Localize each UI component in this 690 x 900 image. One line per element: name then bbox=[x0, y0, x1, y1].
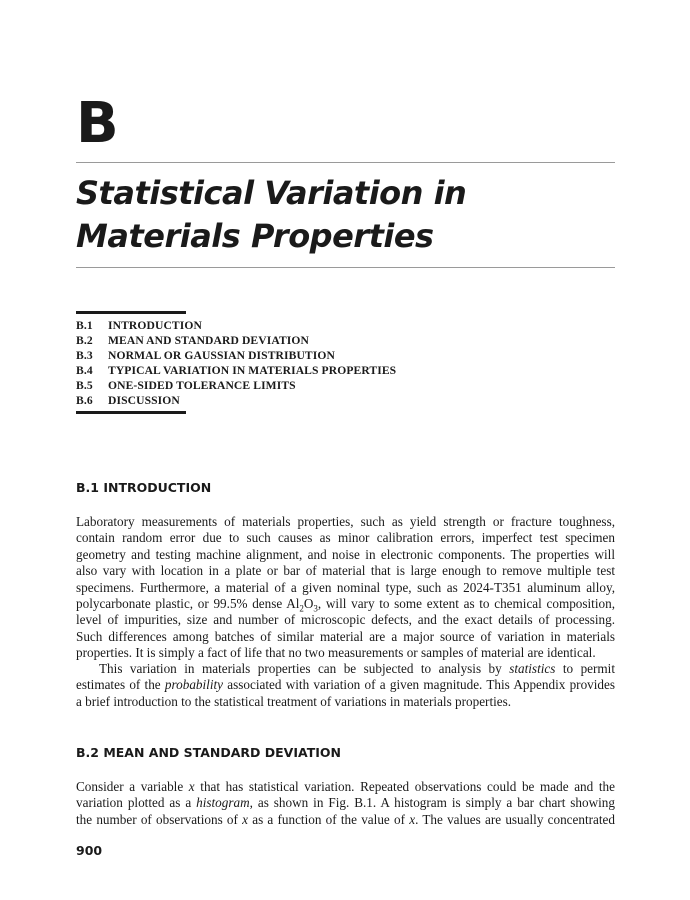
toc-item[interactable] bbox=[76, 378, 436, 393]
variable: x bbox=[409, 811, 416, 827]
chapter-letter: B bbox=[76, 91, 118, 156]
toc-item-number: B.4 bbox=[76, 364, 93, 377]
text-line: a brief introduction to the statistical treatment of variations in materials properties. bbox=[76, 693, 512, 709]
toc-item-number: B.1 bbox=[76, 319, 93, 332]
text-line: properties. It is simply a fact of life that no two measurements or samples of material are identical. bbox=[76, 645, 596, 661]
text-run: Consider a variable bbox=[76, 779, 189, 794]
text-run: estimates of the bbox=[76, 677, 165, 693]
toc-item-title: INTRODUCTION bbox=[108, 319, 202, 332]
text-line bbox=[76, 795, 615, 811]
section-b1-paragraph-2 bbox=[76, 661, 615, 710]
text-line bbox=[76, 677, 615, 693]
text-line: specimens. Furthermore, a material of a given nominal type, such as 2024-T351 aluminum alloy, bbox=[76, 579, 615, 595]
text-run: O bbox=[303, 596, 314, 612]
toc-item-title: NORMAL OR GAUSSIAN DISTRIBUTION bbox=[108, 349, 335, 362]
text-line bbox=[76, 661, 615, 677]
chapter-rule-bottom bbox=[76, 267, 615, 268]
toc-item[interactable] bbox=[76, 393, 436, 408]
section-heading-b2: B.2 MEAN AND STANDARD DEVIATION bbox=[76, 745, 341, 760]
emphasis: statistics bbox=[509, 661, 556, 676]
toc-item-title: DISCUSSION bbox=[108, 394, 180, 407]
text-run: , as shown in Fig. B.1. A histogram is simply a bar chart showing bbox=[249, 795, 615, 811]
text-line bbox=[76, 779, 615, 795]
toc-item[interactable] bbox=[76, 318, 436, 333]
text-run: polycarbonate plastic, or 99.5% dense Al bbox=[76, 596, 300, 612]
text-run: . The values are usually concentrated bbox=[415, 811, 615, 827]
toc-item-number: B.2 bbox=[76, 334, 93, 347]
toc-item[interactable] bbox=[76, 348, 436, 363]
chapter-title-line-2: Materials Properties bbox=[76, 217, 434, 255]
book-page bbox=[76, 0, 615, 900]
toc-item-title: MEAN AND STANDARD DEVIATION bbox=[108, 334, 309, 347]
section-heading-b1: B.1 INTRODUCTION bbox=[76, 480, 212, 495]
toc-item-title: TYPICAL VARIATION IN MATERIALS PROPERTIES bbox=[108, 364, 397, 377]
toc-item-number: B.5 bbox=[76, 379, 93, 392]
text-run: to permit bbox=[555, 661, 615, 676]
text-line: Laboratory measurements of materials properties, such as yield strength or fracture toughness, bbox=[76, 514, 615, 529]
text-run: , will vary to some extent as to chemical composition, bbox=[317, 596, 615, 612]
text-line bbox=[76, 812, 615, 828]
subscript: 3 bbox=[313, 603, 318, 614]
table-of-contents bbox=[76, 311, 436, 414]
page-number: 900 bbox=[76, 843, 103, 858]
text-run: associated with variation of a given magnitude. This Appendix provides bbox=[223, 677, 615, 693]
subscript: 2 bbox=[299, 603, 304, 614]
toc-item[interactable] bbox=[76, 363, 436, 378]
text-line: geometry and testing machine alignment, and noise in electronic components. The properties will bbox=[76, 546, 615, 562]
variable: x bbox=[188, 779, 195, 794]
section-b2-paragraph-1 bbox=[76, 779, 615, 828]
text-line: contain random error due to such causes as minor calibration errors, imperfect test specimen bbox=[76, 530, 615, 546]
toc-item[interactable] bbox=[76, 333, 436, 348]
text-line bbox=[76, 596, 615, 612]
text-run: that has statistical variation. Repeated observations could be made and the bbox=[194, 779, 615, 794]
text-line: level of impurities, size and number of microscopic defects, and the exact details of processing. bbox=[76, 612, 615, 628]
toc-item-number: B.6 bbox=[76, 394, 93, 407]
text-run: variation plotted as a bbox=[76, 795, 197, 811]
toc-item-number: B.3 bbox=[76, 349, 93, 362]
chapter-title-line-1: Statistical Variation in bbox=[76, 174, 467, 212]
text-run: as a function of the value of bbox=[248, 811, 410, 827]
toc-item-title: ONE-SIDED TOLERANCE LIMITS bbox=[108, 379, 296, 392]
toc-top-bar bbox=[76, 311, 186, 314]
chapter-title bbox=[76, 172, 466, 258]
text-run: This variation in materials properties can be subjected to analysis by bbox=[99, 661, 510, 676]
chapter-rule-top bbox=[76, 162, 615, 163]
text-run: the number of observations of bbox=[76, 811, 243, 827]
emphasis: probability bbox=[164, 677, 224, 693]
section-b1-paragraph-1 bbox=[76, 514, 615, 662]
emphasis: histogram bbox=[196, 795, 250, 811]
variable: x bbox=[242, 811, 248, 827]
toc-bottom-bar bbox=[76, 411, 186, 414]
text-line: also vary with location in a plate or bar of material that is large enough to remove multiple test bbox=[76, 563, 615, 579]
text-line: Such differences among batches of similar material are a major source of variation in materials bbox=[76, 628, 615, 644]
